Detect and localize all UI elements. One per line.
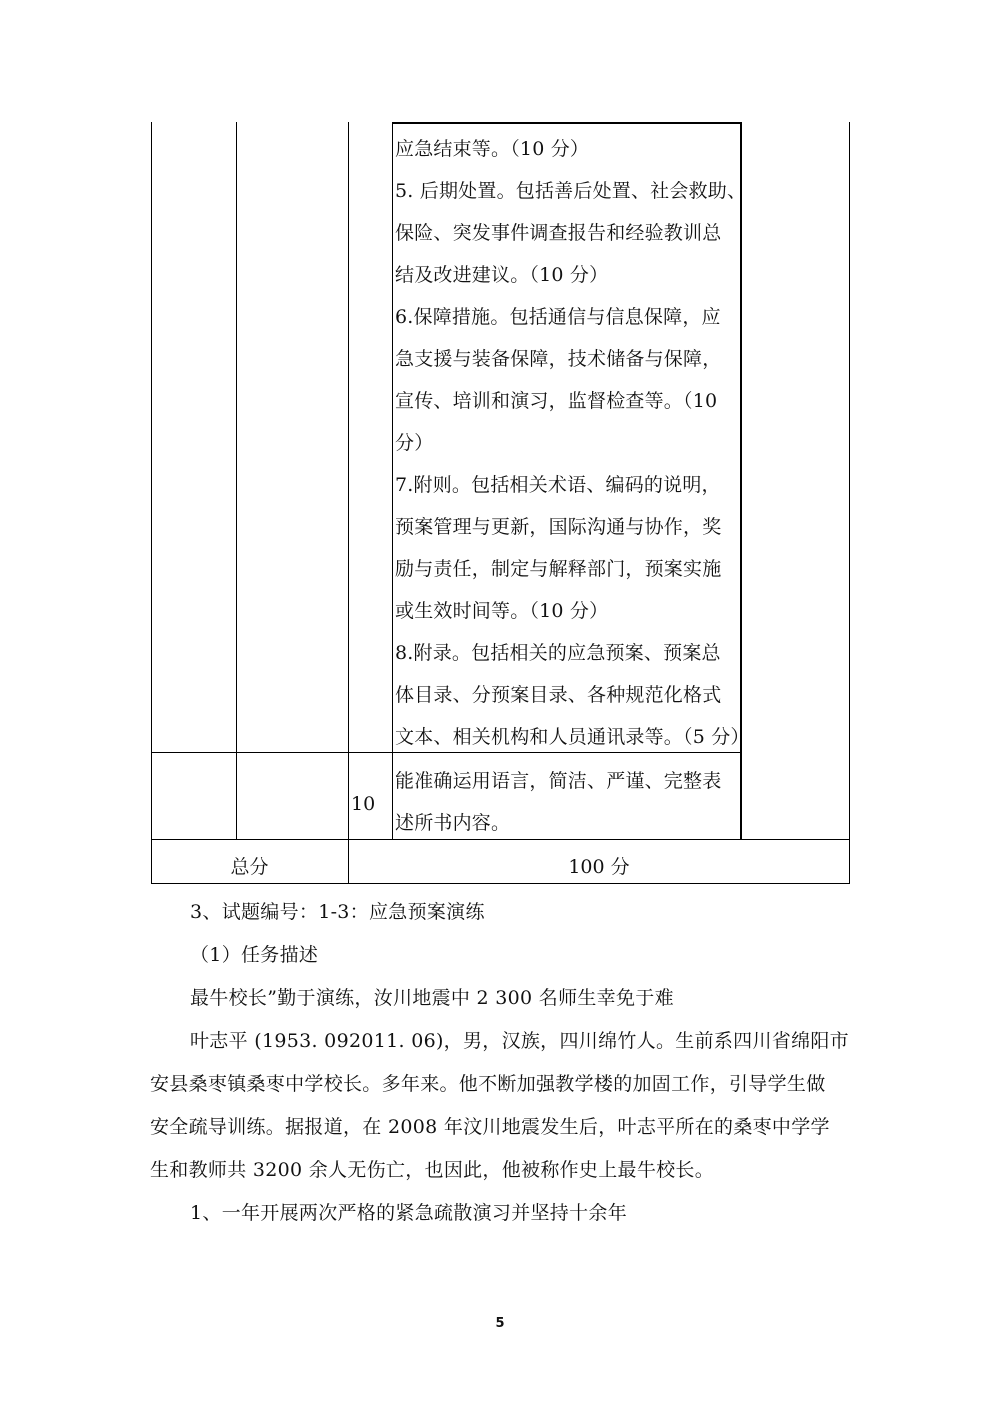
subsection-heading: （1）任务描述 [190, 944, 319, 966]
scoring-criteria-line: 结及改进建议。（10 分） [395, 264, 609, 286]
scoring-criteria-line: 急支援与装备保障，技术储备与保障， [395, 348, 722, 370]
total-value: 100 分 [568, 856, 630, 878]
table-border-right [849, 122, 850, 884]
scoring-criteria-line: 或生效时间等。（10 分） [395, 600, 609, 622]
paragraph-line: 叶志平 (1953. 092011. 06)，男，汉族，四川绵竹人。生前系四川省绵阳市 [190, 1030, 849, 1052]
scoring-criteria-line: 体目录、分预案目录、各种规范化格式 [395, 684, 722, 706]
language-row-criteria-line: 能准确运用语言，简洁、严谨、完整表 [395, 770, 722, 792]
page-number: 5 [495, 1316, 505, 1331]
list-item-heading: 1、一年开展两次严格的紧急疏散演习并坚持十余年 [190, 1202, 627, 1224]
language-row-criteria-line: 述所书内容。 [395, 812, 511, 834]
scoring-criteria-line: 8.附录。包括相关的应急预案、预案总 [395, 642, 721, 664]
table-border-col2 [236, 122, 237, 839]
scoring-criteria-line: 宣传、培训和演习，监督检查等。（10 [395, 390, 718, 412]
paragraph-line: 生和教师共 3200 余人无伤亡，也因此，他被称作史上最牛校长。 [150, 1159, 715, 1181]
scoring-criteria-line: 5. 后期处置。包括善后处置、社会救助、 [395, 180, 747, 202]
scoring-criteria-line: 分） [395, 432, 434, 454]
paragraph-line: 安全疏导训练。据报道，在 2008 年汶川地震发生后，叶志平所在的桑枣中学学 [150, 1116, 830, 1138]
total-label: 总分 [230, 856, 269, 878]
paragraph-line: 安县桑枣镇桑枣中学校长。多年来。他不断加强教学楼的加固工作，引导学生做 [150, 1073, 826, 1095]
table-border-left [151, 122, 152, 884]
scoring-criteria-line: 励与责任，制定与解释部门，预案实施 [395, 558, 722, 580]
scoring-criteria-line: 6.保障措施。包括通信与信息保障，应 [395, 306, 721, 328]
scoring-criteria-line: 预案管理与更新，国际沟通与协作，奖 [395, 516, 722, 538]
language-row-score: 10 [351, 793, 376, 815]
scoring-criteria-line: 保险、突发事件调查报告和经验教训总 [395, 222, 722, 244]
paragraph-line: 最牛校长”勤于演练，汝川地震中 2 300 名师生幸免于难 [190, 987, 674, 1009]
table-border-top [392, 122, 742, 124]
scoring-criteria-line: 应急结束等。（10 分） [395, 138, 590, 160]
table-border-col3 [348, 122, 349, 884]
scoring-criteria-line: 文本、相关机构和人员通讯录等。（5 分） [395, 726, 750, 748]
table-border-col4 [392, 122, 393, 839]
scoring-criteria-line: 7.附则。包括相关术语、编码的说明， [395, 474, 721, 496]
table-border-bottom [151, 883, 850, 884]
section-heading: 3、试题编号：1-3：应急预案演练 [190, 901, 485, 923]
